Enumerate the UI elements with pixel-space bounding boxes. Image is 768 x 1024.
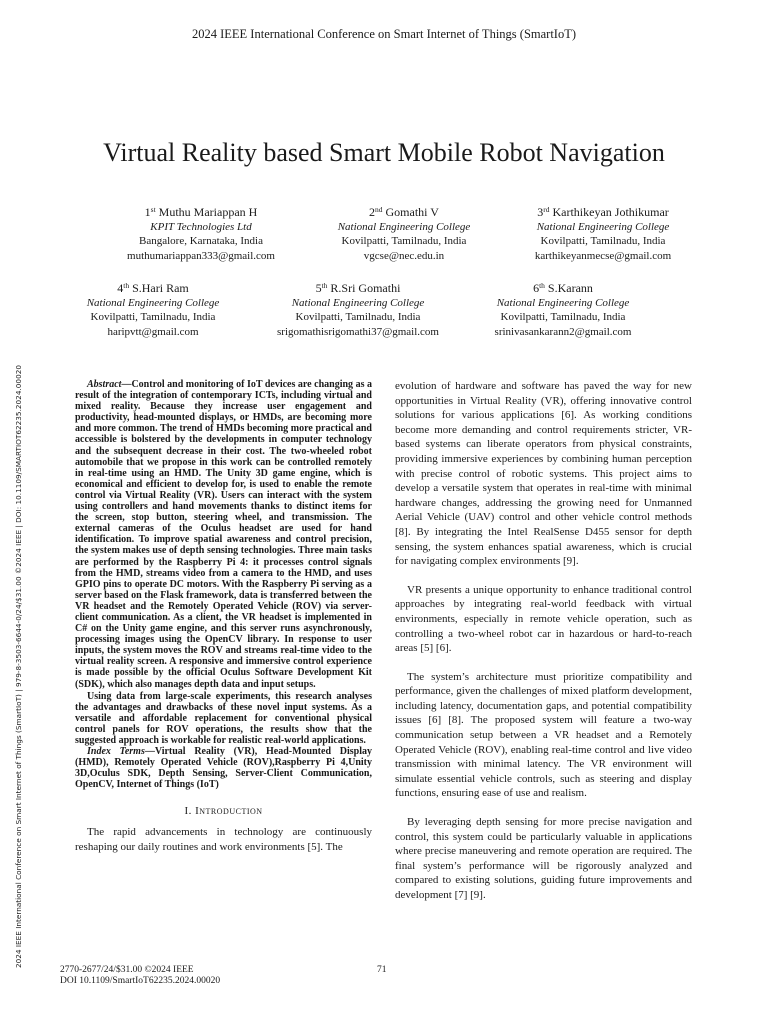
index-terms-text: Virtual Reality (VR), Head-Mounted Display (HMD), Remotely Operated Vehicle (ROV),Raspberry Pi 4,Unity 3D,Oculus SDK, Depth Sensing, Server-Client Communication, OpenCV, Internet of Things (IoT) xyxy=(75,746,372,791)
body-paragraph: evolution of hardware and software has paved the way for new opportunities in Virtual Reality (VR), offering innovative control solutions for various applications [6]. As working conditions become more demanding and control requirements stricter, VR-based systems can liberate operators from physical constraints, providing immersive experiences by combining human perception with precise control of robotic systems. This project aims to develop a versatile system that operates in real-time with minimal hardware changes, addressing the growing need for Unmanned Aerial Vehicle (UAV) control and other vehicle control methods [8]. By integrating the Intel RealSense D455 sensor for depth sensing, the system enhances spatial awareness, which is crucial for navigating complex environments [9]. xyxy=(395,380,692,568)
author-3: 3rd Karthikeyan Jothikumar National Engineering College Kovilpatti, Tamilnadu, India karthikeyanmecse@gmail.com xyxy=(488,205,718,263)
author-affiliation: National Engineering College xyxy=(86,296,220,309)
footer-doi: DOI 10.1109/SmartIoT62235.2024.00020 xyxy=(60,976,221,986)
author-6: 6th S.Karann National Engineering College Kovilpatti, Tamilnadu, India srinivasankarann2@gmail.com xyxy=(448,281,678,339)
conference-header: 2024 IEEE International Conference on Smart Internet of Things (SmartIoT) xyxy=(191,27,577,41)
paper-title: Virtual Reality based Smart Mobile Robot Navigation xyxy=(103,138,665,168)
author-affiliation: KPIT Technologies Ltd xyxy=(150,220,252,233)
author-location: Kovilpatti, Tamilnadu, India xyxy=(500,311,626,324)
section-heading-introduction: I. Introduction xyxy=(184,805,263,818)
author-location: Kovilpatti, Tamilnadu, India xyxy=(341,235,467,248)
author-affiliation: National Engineering College xyxy=(536,220,670,233)
abstract-paragraph-2: Using data from large-scale experiments, this research analyses the advantages and drawbacks of these novel input systems. As a versatile and affordable replacement for conventional physical control panels for ROV operations, the results show that the suggested approach is workable for realistic real-world applications. xyxy=(75,690,372,746)
body-paragraph: By leveraging depth sensing for more precise navigation and control, this system could be particularly valuable in applications where precise maneuvering and remote operation are required. The final system’s performance will be rigorously analyzed and compared to existing solutions, guiding future improvements and development [7] [9]. xyxy=(395,816,692,901)
right-column xyxy=(395,379,692,903)
author-email: haripvtt@gmail.com xyxy=(107,325,199,338)
author-location: Kovilpatti, Tamilnadu, India xyxy=(295,311,421,324)
body-paragraph: VR presents a unique opportunity to enhance traditional control approaches by integrating real-world feedback with virtual environments, especially in remote vehicle operation, such as controlling a two-wheel robot car in hazardous or hard-to-reach areas [5] [6]. xyxy=(395,583,692,655)
abstract: Abstract—Control and monitoring of IoT devices are changing as a result of the integration of contemporary ICTs, including virtual and mixed reality. Because they increase user engagement and productivity, head-mounted displays, or HMDs, are becoming more and more common. The trend of HMDs becoming more practical and accessible is bolstered by the developments in computer technology and the subsequent decrease in their cost. The two-wheeled robot automobile that we propose in this work can be controlled remotely in real-time using an HMD. The Unity 3D game engine, which is economical and efficient to develop for, is used to enable the remote control via Virtual Reality (VR). Users can interact with the system using controllers and hand movements thanks to distinct items for the screen, stop button, steering wheel, and transmission. The external cameras of the Oculus headset are used for hand identification. To improve spatial awareness and control precision, the system makes use of depth sensing technologies. Three main tasks are performed by the Raspberry Pi 4: it processes control signals from the HMD, streams video from a camera to the HMD, and uses GPIO pins to operate DC motors. With the Raspberry Pi serving as a server based on the Flask framework, data is transferred between the VR headset and the Remotely Operated Vehicle (ROV) via server-client communication. As a client, the VR headset is implemented in C# on the Unity game engine, and this server runs asynchronously, processing images using the OpenCV library. In response to user inputs, the system moves the ROV and streams real-time video to the virtual reality screen. A responsive and immersive control experience is made possible by the official Oculus Software Development Kit (SDK), which also manages depth data and input setups. xyxy=(75,379,372,690)
body-paragraph: The system’s architecture must prioritize compatibility and performance, given the challenges of mixed platform development, including latency, documentation gaps, and potential compatibility issues [6] [8]. The proposed system will feature a two-way communication setup between a VR headset and a Remotely Operated Vehicle (ROV), enabling real-time control and live video transmission with minimal latency. The VR environment will simulate essential vehicle controls, such as steering and display functions, ensuring ease of use and realism. xyxy=(395,670,692,800)
left-column xyxy=(75,379,372,854)
author-email: karthikeyanmecse@gmail.com xyxy=(534,249,672,262)
author-2: 2nd Gomathi V National Engineering College Kovilpatti, Tamilnadu, India vgcse@nec.edu.in xyxy=(289,205,519,263)
footer-issn: 2770-2677/24/$31.00 ©2024 IEEE xyxy=(60,965,194,975)
author-affiliation: National Engineering College xyxy=(337,220,471,233)
author-name: Gomathi V xyxy=(385,205,439,219)
doi-side-strip: 2024 IEEE International Conference on Smart Internet of Things (SmartIoT) | 979-8-3503-6644-0/24/$31.00 ©2024 IEEE | DOI: 10.1109/SMARTIOT62235.2024.00020 xyxy=(14,364,23,968)
author-5: 5th R.Sri Gomathi National Engineering College Kovilpatti, Tamilnadu, India srigomathisrigomathi37@gmail.com xyxy=(243,281,473,339)
author-name: Muthu Mariappan H xyxy=(158,205,258,219)
author-location: Kovilpatti, Tamilnadu, India xyxy=(90,311,216,324)
page-number: 71 xyxy=(377,965,387,975)
author-4: 4th S.Hari Ram National Engineering College Kovilpatti, Tamilnadu, India haripvtt@gmail.com xyxy=(38,281,268,339)
index-terms-label: Index Terms xyxy=(87,746,145,758)
author-location: Bangalore, Karnataka, India xyxy=(139,235,263,248)
author-name: R.Sri Gomathi xyxy=(330,281,401,295)
author-email: muthumariappan333@gmail.com xyxy=(127,249,275,262)
author-email: srinivasankarann2@gmail.com xyxy=(494,325,632,338)
author-affiliation: National Engineering College xyxy=(496,296,630,309)
footer-copyright xyxy=(60,965,220,987)
author-affiliation: National Engineering College xyxy=(291,296,425,309)
author-email: srigomathisrigomathi37@gmail.com xyxy=(277,325,439,338)
author-name: S.Karann xyxy=(547,281,593,295)
author-name: Karthikeyan Jothikumar xyxy=(552,205,669,219)
author-1: 1st Muthu Mariappan H KPIT Technologies Ltd Bangalore, Karnataka, India muthumariappan333@gmail.com xyxy=(86,205,316,263)
abstract-label: Abstract xyxy=(87,379,122,390)
abstract-text: Control and monitoring of IoT devices are changing as a result of the integration of contemporary ICTs, including virtual and mixed reality. Because they increase user engagement and productivity, head-mounted displays, or HMDs, are becoming more and more common. The trend of HMDs becoming more practical and accessible is bolstered by the developments in computer technology and the subsequent decrease in their cost. The two-wheeled robot automobile that we propose in this work can be controlled remotely in real-time using an HMD. The Unity 3D game engine, which is economical and efficient to develop for, is used to enable the remote control via Virtual Reality (VR). Users can interact with the system using controllers and hand movements thanks to distinct items for the screen, stop button, steering wheel, and transmission. The external cameras of the Oculus headset are used for hand identification. To improve spatial awareness and control precision, the system makes use of depth sensing technologies. Three main tasks are performed by the Raspberry Pi 4: it processes control signals from the HMD, streams video from a camera to the HMD, and uses GPIO pins to operate DC motors. With the Raspberry Pi serving as a server based on the Flask framework, data is transferred between the VR headset and the Remotely Operated Vehicle (ROV) via server-client communication. As a client, the VR headset is implemented in C# on the Unity game engine, and this server runs asynchronously, processing images using the OpenCV library. In response to user inputs, the system moves the ROV and streams real-time video to the virtual reality screen. A responsive and immersive control experience is made possible by the official Oculus Software Development Kit (SDK), which also manages depth data and input setups. xyxy=(75,379,372,690)
author-name: S.Hari Ram xyxy=(132,281,189,295)
index-terms: Index Terms—Virtual Reality (VR), Head-Mounted Display (HMD), Remotely Operated Vehicle (ROV),Raspberry Pi 4,Unity 3D,Oculus SDK, Depth Sensing, Server-Client Communication, OpenCV, Internet of Things (IoT) xyxy=(75,746,372,791)
author-email: vgcse@nec.edu.in xyxy=(363,249,445,262)
author-location: Kovilpatti, Tamilnadu, India xyxy=(540,235,666,248)
intro-paragraph: The rapid advancements in technology are continuously reshaping our daily routines and work environments [5]. The xyxy=(75,826,372,853)
